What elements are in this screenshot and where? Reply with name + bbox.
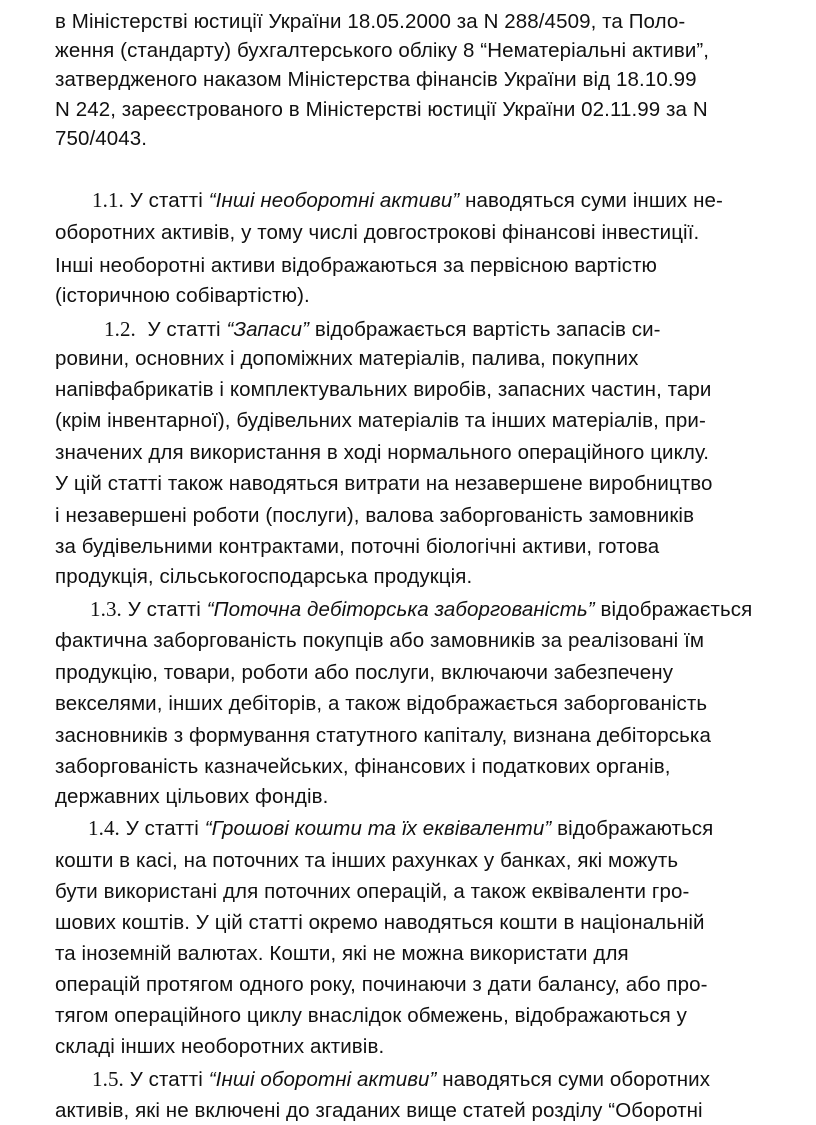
paragraph-line: за будівельними контрактами, поточні біологічні активи, готова bbox=[55, 535, 660, 558]
section-title: “Інші оборотні активи” bbox=[208, 1068, 437, 1091]
paragraph-line: і незавершені роботи (послуги), валова заборгованість замовників bbox=[55, 504, 695, 527]
paragraph-line: продукцію, товари, роботи або послуги, включаючи забезпечену bbox=[55, 661, 674, 684]
intro-line: ження (стандарту) бухгалтерського обліку 8 “Нематеріальні активи”, bbox=[55, 39, 710, 62]
paragraph-line: операцій протягом одного року, починаючи з дати балансу, або про- bbox=[55, 973, 708, 996]
intro-line: 750/4043. bbox=[55, 127, 148, 150]
paragraph-line: державних цільових фондів. bbox=[55, 785, 329, 808]
section-title: “Інші необоротні активи” bbox=[208, 189, 460, 212]
section-number: 1.1. bbox=[92, 188, 124, 212]
section-title: “Поточна дебіторська заборгованість” bbox=[206, 598, 595, 621]
section-number: 1.4. bbox=[88, 816, 120, 840]
paragraph-line: засновників з формування статутного капіталу, визнана дебіторська bbox=[55, 724, 711, 747]
paragraph-line: та іноземній валютах. Кошти, які не можна використати для bbox=[55, 942, 629, 965]
paragraph-line: оборотних активів, у тому числі довгострокові фінансові інвестиції. bbox=[55, 221, 700, 244]
paragraph-line: тягом операційного циклу внаслідок обмежень, відображаються у bbox=[55, 1004, 688, 1027]
paragraph-line: Інші необоротні активи відображаються за первісною вартістю bbox=[55, 254, 658, 277]
section-1-2-first-line: 1.2. У статті “Запаси” відображається вартість запасів си- bbox=[104, 317, 661, 341]
paragraph-line: значених для використання в ході нормального операційного циклу. bbox=[55, 441, 710, 464]
paragraph-line: складі інших необоротних активів. bbox=[55, 1035, 385, 1058]
section-1-1-first-line: 1.1. У статті “Інші необоротні активи” наводяться суми інших не- bbox=[92, 188, 723, 212]
paragraph-line: бути використані для поточних операцій, а також еквіваленти гро- bbox=[55, 880, 690, 903]
paragraph-line: (крім інвентарної), будівельних матеріалів та інших матеріалів, при- bbox=[55, 409, 706, 432]
paragraph-line: активів, які не включені до згаданих вище статей розділу “Оборотні bbox=[55, 1099, 703, 1122]
section-number: 1.3. bbox=[90, 597, 122, 621]
section-title: “Грошові кошти та їх еквіваленти” bbox=[204, 817, 552, 840]
section-1-5-first-line: 1.5. У статті “Інші оборотні активи” наводяться суми оборотних bbox=[92, 1067, 711, 1091]
paragraph-line: шових коштів. У цій статті окремо наводяться кошти в національній bbox=[55, 911, 705, 934]
paragraph-line: заборгованість казначейських, фінансових і податкових органів, bbox=[55, 755, 671, 778]
intro-line: затвердженого наказом Міністерства фінансів України від 18.10.99 bbox=[55, 68, 697, 91]
paragraph-line: кошти в касі, на поточних та інших рахунках у банках, які можуть bbox=[55, 849, 679, 872]
paragraph-line: продукція, сільськогосподарська продукція. bbox=[55, 565, 473, 588]
section-number: 1.5. bbox=[92, 1067, 124, 1091]
paragraph-line: У цій статті також наводяться витрати на незавершене виробництво bbox=[55, 472, 713, 495]
paragraph-line: (історичною собівартістю). bbox=[55, 284, 310, 307]
paragraph-line: векселями, інших дебіторів, а також відображається заборгованість bbox=[55, 692, 708, 715]
paragraph-line: ровини, основних і допоміжних матеріалів, палива, покупних bbox=[55, 347, 639, 370]
section-1-4-first-line: 1.4. У статті “Грошові кошти та їх еквіваленти” відображаються bbox=[88, 816, 714, 840]
section-title: “Запаси” bbox=[226, 318, 310, 341]
intro-line: в Міністерстві юстиції України 18.05.2000 за N 288/4509, та Поло- bbox=[55, 10, 686, 33]
section-number: 1.2. bbox=[104, 317, 136, 341]
paragraph-line: фактична заборгованість покупців або замовників за реалізовані їм bbox=[55, 629, 705, 652]
paragraph-line: напівфабрикатів і комплектувальних виробів, запасних частин, тари bbox=[55, 378, 712, 401]
intro-line: N 242, зареєстрованого в Міністерстві юстиції України 02.11.99 за N bbox=[55, 98, 708, 121]
section-1-3-first-line: 1.3. У статті “Поточна дебіторська заборгованість” відображається bbox=[90, 597, 753, 621]
